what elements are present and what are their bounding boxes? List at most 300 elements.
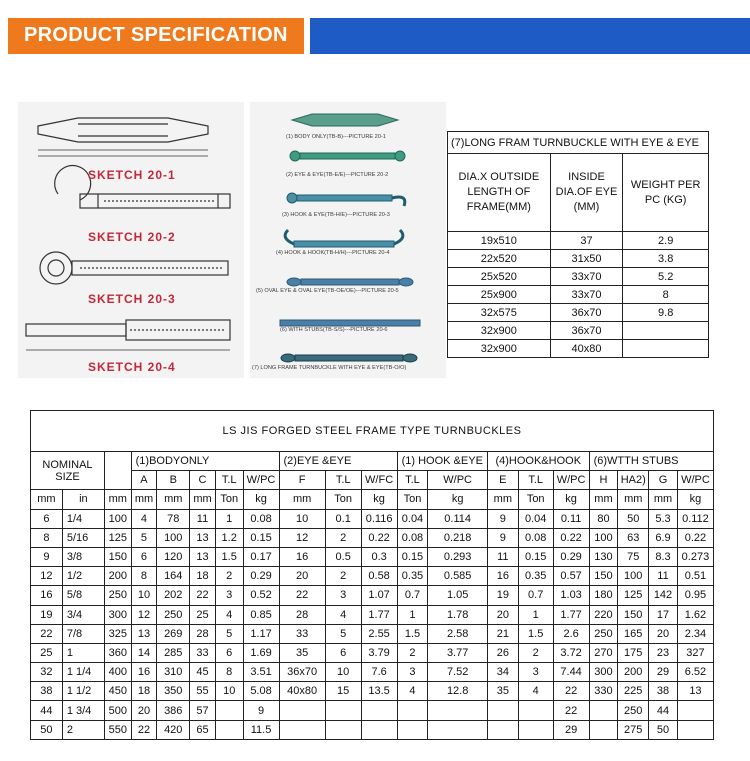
table-cell: 25x520 (448, 268, 551, 286)
banner-orange (8, 18, 304, 54)
table-cell: 1 1/4 (62, 663, 104, 682)
nominal-size-header: NOMINAL SIZE (31, 452, 105, 490)
table-cell: 1.77 (553, 605, 589, 624)
table-body (31, 509, 714, 739)
column-header: W/PC (677, 471, 713, 490)
table-cell (677, 720, 713, 739)
table-cell: 202 (157, 586, 190, 605)
table-cell: 5 (325, 624, 361, 643)
table-cell: 22 (279, 586, 325, 605)
table-cell: 285 (157, 643, 190, 662)
table-cell: 1 (62, 643, 104, 662)
table-cell: 20 (649, 624, 678, 643)
table-row (448, 322, 709, 340)
table-cell: 32 (31, 663, 63, 682)
table-cell: 12 (279, 528, 325, 547)
picture-label: (2) EYE & EYE(TB-E/E)---PICTURE 20-2 (286, 172, 389, 178)
table-cell: 50 (31, 720, 63, 739)
table-cell: 5 (215, 624, 243, 643)
table-cell: 78 (157, 509, 190, 528)
table-cell: 0.7 (397, 586, 428, 605)
table-cell: 31x50 (550, 250, 623, 268)
table-cell: 0.7 (518, 586, 553, 605)
table-cell: 5.08 (243, 682, 279, 701)
sketch-20-4-drawing (26, 320, 230, 350)
table-row (31, 567, 714, 586)
table-cell: 550 (104, 720, 131, 739)
table-cell: 5.3 (649, 509, 678, 528)
long-frame-table (447, 131, 709, 358)
table-cell: 2.58 (428, 624, 488, 643)
table-cell: 1.07 (361, 586, 397, 605)
picture-panel (250, 102, 446, 378)
table-cell: 0.95 (677, 586, 713, 605)
table-cell: 0.04 (397, 509, 428, 528)
table-cell: 1.69 (243, 643, 279, 662)
table-cell: 16 (279, 547, 325, 566)
column-header: INSIDE DIA.OF EYE (MM) (550, 154, 623, 232)
table-cell (361, 720, 397, 739)
table-cell: 13 (677, 682, 713, 701)
table-cell: 0.15 (243, 528, 279, 547)
picture-label: (6) WITH STUBS(TB-S/S)---PICTURE 20-6 (280, 327, 388, 333)
table-cell: 0.22 (677, 528, 713, 547)
table-cell: 130 (589, 547, 618, 566)
sketch-label: SKETCH 20-1 (88, 168, 176, 182)
table-cell: 250 (104, 586, 131, 605)
table-cell: 6.52 (677, 663, 713, 682)
table-cell: 0.17 (243, 547, 279, 566)
table-cell: 3 (325, 586, 361, 605)
column-header: W/PC (243, 471, 279, 490)
table-cell: 63 (618, 528, 649, 547)
units-row (31, 490, 714, 509)
table-cell: 180 (589, 586, 618, 605)
unit-header: mm (31, 490, 63, 509)
column-header: H (589, 471, 618, 490)
group-header: (2)EYE &EYE (279, 452, 397, 471)
table-cell: 1.5 (397, 624, 428, 643)
table-cell: 165 (618, 624, 649, 643)
table-row (448, 232, 709, 250)
table-cell: 7.52 (428, 663, 488, 682)
unit-header: Ton (215, 490, 243, 509)
table-cell (518, 720, 553, 739)
table-cell: 175 (618, 643, 649, 662)
table-cell: 19x510 (448, 232, 551, 250)
table-cell: 2 (518, 643, 553, 662)
table-cell: 250 (157, 605, 190, 624)
table-cell: 40x80 (550, 340, 623, 358)
table-cell: 9 (31, 547, 63, 566)
table-cell: 3.8 (623, 250, 709, 268)
picture-20-6 (280, 320, 420, 326)
unit-header: mm (104, 490, 131, 509)
table-cell: 13.5 (361, 682, 397, 701)
unit-header: kg (361, 490, 397, 509)
sub-header-row (31, 471, 714, 490)
table-cell: 0.218 (428, 528, 488, 547)
table-cell: 7.6 (361, 663, 397, 682)
table-cell: 11 (487, 547, 518, 566)
column-header: T.L (518, 471, 553, 490)
unit-header: Ton (397, 490, 428, 509)
table-cell: 28 (190, 624, 216, 643)
column-header: W/FC (361, 471, 397, 490)
table-cell: 0.112 (677, 509, 713, 528)
table-cell (279, 701, 325, 720)
table-cell: 125 (618, 586, 649, 605)
table-cell: 36x70 (550, 322, 623, 340)
table-cell: 20 (487, 605, 518, 624)
table-cell (397, 701, 428, 720)
table-row (448, 340, 709, 358)
table-cell: 3/8 (62, 547, 104, 566)
table-cell: 34 (487, 663, 518, 682)
table-cell: 1.5 (215, 547, 243, 566)
unit-header: mm (279, 490, 325, 509)
table-cell: 0.5 (325, 547, 361, 566)
table-cell: 300 (589, 663, 618, 682)
table-cell: 12 (31, 567, 63, 586)
table-row (31, 605, 714, 624)
table-cell: 33x70 (550, 268, 623, 286)
column-header: E (487, 471, 518, 490)
table-cell: 2 (62, 720, 104, 739)
table-cell: 36x70 (279, 663, 325, 682)
sketch-20-1-drawing (38, 118, 208, 156)
table-cell: 22x520 (448, 250, 551, 268)
table-cell: 22 (31, 624, 63, 643)
table-cell: 6 (31, 509, 63, 528)
table-cell: 1.77 (361, 605, 397, 624)
table-cell: 0.52 (243, 586, 279, 605)
table-cell: 0.08 (397, 528, 428, 547)
table-cell: 29 (553, 720, 589, 739)
sketch-label: SKETCH 20-2 (88, 230, 176, 244)
table-cell: 275 (618, 720, 649, 739)
table-row (31, 663, 714, 682)
table-cell: 29 (649, 663, 678, 682)
table-cell: 300 (104, 605, 131, 624)
table-cell: 4 (131, 509, 157, 528)
table-cell: 16 (131, 663, 157, 682)
column-header: G (649, 471, 678, 490)
table-cell: 11 (190, 509, 216, 528)
picture-20-4 (285, 230, 403, 247)
table-cell: 22 (131, 720, 157, 739)
table-cell: 142 (649, 586, 678, 605)
table-cell: 0.29 (243, 567, 279, 586)
table-cell (325, 720, 361, 739)
table-cell: 164 (157, 567, 190, 586)
table-cell (487, 720, 518, 739)
table-cell: 120 (157, 547, 190, 566)
table-cell: 40x80 (279, 682, 325, 701)
column-header: DIA.X OUTSIDE LENGTH OF FRAME(MM) (448, 154, 551, 232)
group-header: (1)BODYONLY (131, 452, 279, 471)
table-cell: 2.55 (361, 624, 397, 643)
table-cell: 100 (618, 567, 649, 586)
picture-20-5 (287, 278, 413, 286)
unit-header: kg (243, 490, 279, 509)
table-cell: 0.293 (428, 547, 488, 566)
table-cell: 0.15 (518, 547, 553, 566)
table-cell: 4 (325, 605, 361, 624)
table-cell: 23 (649, 643, 678, 662)
column-header: F (279, 471, 325, 490)
table-cell (215, 720, 243, 739)
table-cell: 32x575 (448, 304, 551, 322)
table-cell: 100 (589, 528, 618, 547)
table-title: LS JIS FORGED STEEL FRAME TYPE TURNBUCKLES (31, 411, 714, 452)
table-cell: 386 (157, 701, 190, 720)
table-cell (325, 701, 361, 720)
table-cell: 0.11 (553, 509, 589, 528)
table-cell: 2 (215, 567, 243, 586)
table-cell: 80 (589, 509, 618, 528)
table-cell: 3.72 (553, 643, 589, 662)
table-cell: 35 (487, 682, 518, 701)
table-cell: 0.08 (243, 509, 279, 528)
column-header: C (190, 471, 216, 490)
table-cell: 100 (157, 528, 190, 547)
table-cell: 1/4 (62, 509, 104, 528)
table-cell: 55 (190, 682, 216, 701)
table-cell: 0.585 (428, 567, 488, 586)
column-header: W/PC (553, 471, 589, 490)
picture-label: (3) HOOK & EYE(TB-H/E)---PICTURE 20-3 (282, 212, 390, 218)
table-cell: 2.9 (623, 232, 709, 250)
table-cell: 22 (553, 682, 589, 701)
table-cell: 0.04 (518, 509, 553, 528)
table-cell: 8 (623, 286, 709, 304)
unit-header: mm (131, 490, 157, 509)
table-cell: 36x70 (550, 304, 623, 322)
table-cell: 450 (104, 682, 131, 701)
table-cell: 11 (649, 567, 678, 586)
table-cell: 50 (618, 509, 649, 528)
table-cell: 14 (131, 643, 157, 662)
table-cell: 269 (157, 624, 190, 643)
table-cell: 200 (104, 567, 131, 586)
unit-header: mm (589, 490, 618, 509)
table-cell: 0.35 (518, 567, 553, 586)
sketch-label: SKETCH 20-3 (88, 292, 176, 306)
table-cell: 8 (131, 567, 157, 586)
table-cell: 32x900 (448, 322, 551, 340)
table-cell: 13 (190, 528, 216, 547)
unit-header: mm (618, 490, 649, 509)
banner-blue (310, 18, 750, 54)
table-cell: 220 (589, 605, 618, 624)
table-cell: 0.114 (428, 509, 488, 528)
table-cell: 15 (325, 682, 361, 701)
table-cell: 1.62 (677, 605, 713, 624)
picture-20-2 (290, 151, 405, 161)
table-cell: 1/2 (62, 567, 104, 586)
table-cell: 1.78 (428, 605, 488, 624)
table-cell (518, 701, 553, 720)
table-cell (215, 701, 243, 720)
table-row (31, 643, 714, 662)
table-cell: 1.17 (243, 624, 279, 643)
table-cell: 6 (215, 643, 243, 662)
table-cell: 38 (649, 682, 678, 701)
table-cell: 360 (104, 643, 131, 662)
unit-header: mm (190, 490, 216, 509)
table-cell: 12.8 (428, 682, 488, 701)
sketch-label: SKETCH 20-4 (88, 360, 176, 374)
table-cell: 3.51 (243, 663, 279, 682)
table-cell: 18 (131, 682, 157, 701)
table-cell: 327 (677, 643, 713, 662)
table-cell: 65 (190, 720, 216, 739)
table-cell: 1 (215, 509, 243, 528)
table-cell: 22 (190, 586, 216, 605)
table-cell: 3 (215, 586, 243, 605)
table-cell: 0.58 (361, 567, 397, 586)
table-cell: 150 (104, 547, 131, 566)
column-header: W/PC (428, 471, 488, 490)
table-cell: 2.34 (677, 624, 713, 643)
table-cell: 44 (31, 701, 63, 720)
table-cell: 7.44 (553, 663, 589, 682)
table-cell: 2 (397, 643, 428, 662)
table-cell: 0.22 (361, 528, 397, 547)
table-cell (361, 701, 397, 720)
table-cell: 13 (131, 624, 157, 643)
table-cell: 37 (550, 232, 623, 250)
table-cell: 20 (279, 567, 325, 586)
group-header: (4)HOOK&HOOK (487, 452, 589, 471)
table-cell: 1 (397, 605, 428, 624)
sketch-20-3-drawing (40, 252, 228, 284)
table-cell: 420 (157, 720, 190, 739)
table-cell (279, 720, 325, 739)
table-cell: 0.57 (553, 567, 589, 586)
table-cell: 10 (325, 663, 361, 682)
table-cell: 0.51 (677, 567, 713, 586)
table-cell: 13 (190, 547, 216, 566)
column-header: A (131, 471, 157, 490)
table-cell (428, 720, 488, 739)
sketch-panel (18, 102, 244, 378)
product-pictures (250, 102, 446, 378)
table-cell: 5 (131, 528, 157, 547)
group-header: (1) HOOK &EYE (397, 452, 487, 471)
table-cell: 150 (589, 567, 618, 586)
picture-label: (1) BODY ONLY(TB-B)---PICTURE 20-1 (286, 134, 386, 140)
unit-header: kg (553, 490, 589, 509)
table-cell: 0.22 (553, 528, 589, 547)
table-cell: 17 (649, 605, 678, 624)
turnbuckle-table (30, 410, 714, 740)
table-cell: 10 (215, 682, 243, 701)
table-cell: 10 (131, 586, 157, 605)
table-cell: 4 (397, 682, 428, 701)
table-cell: 75 (618, 547, 649, 566)
table-cell: 0.116 (361, 509, 397, 528)
unit-header: mm (157, 490, 190, 509)
table-cell: 33 (190, 643, 216, 662)
table-cell: 3 (397, 663, 428, 682)
table-cell (428, 701, 488, 720)
table-row (31, 528, 714, 547)
table-cell: 33 (279, 624, 325, 643)
table-cell: 16 (487, 567, 518, 586)
table-cell: 57 (190, 701, 216, 720)
table-cell: 325 (104, 624, 131, 643)
table-row (31, 720, 714, 739)
picture-label: (7) LONG FRAME TURNBUCKLE WITH EYE & EYE(TB-O/O) (252, 365, 407, 371)
unit-header: kg (428, 490, 488, 509)
picture-label: (5) OVAL EYE & OVAL EYE(TB-OE/OE)---PICTURE 20-5 (256, 288, 399, 294)
table-cell: 4 (518, 682, 553, 701)
table-cell: 3 (518, 663, 553, 682)
table-row (31, 701, 714, 720)
table-cell: 22 (553, 701, 589, 720)
table-cell: 50 (649, 720, 678, 739)
table-cell: 9.8 (623, 304, 709, 322)
table-cell: 19 (31, 605, 63, 624)
unit-header: Ton (518, 490, 553, 509)
column-header: WEIGHT PER PC (KG) (623, 154, 709, 232)
unit-header: in (62, 490, 104, 509)
table-cell: 0.35 (397, 567, 428, 586)
column-header: T.L (397, 471, 428, 490)
table-cell: 6 (131, 547, 157, 566)
table-cell: 10 (279, 509, 325, 528)
table-cell: 32x900 (448, 340, 551, 358)
table-cell: 12 (131, 605, 157, 624)
picture-20-1 (292, 114, 398, 126)
table-row (448, 304, 709, 322)
table-cell: 1 1/2 (62, 682, 104, 701)
table-row (31, 509, 714, 528)
table-cell: 33x70 (550, 286, 623, 304)
table-cell: 25 (190, 605, 216, 624)
table-cell: 270 (589, 643, 618, 662)
table-cell: 38 (31, 682, 63, 701)
picture-20-3 (287, 193, 405, 206)
table-cell: 0.273 (677, 547, 713, 566)
picture-20-7 (281, 354, 417, 362)
table-cell (589, 720, 618, 739)
table-cell: 100 (104, 509, 131, 528)
table-cell: 7/8 (62, 624, 104, 643)
table-cell (623, 340, 709, 358)
column-header: B (157, 471, 190, 490)
table-cell: 35 (279, 643, 325, 662)
table-cell: 1.5 (518, 624, 553, 643)
table-cell: 18 (190, 567, 216, 586)
table-cell: 28 (279, 605, 325, 624)
table-cell: 250 (618, 701, 649, 720)
table-cell: 150 (618, 605, 649, 624)
table-cell (589, 701, 618, 720)
table-cell: 0.1 (325, 509, 361, 528)
table-cell: 5/8 (62, 586, 104, 605)
table-cell: 250 (589, 624, 618, 643)
table-cell (487, 701, 518, 720)
table-body (448, 232, 709, 358)
table-cell: 125 (104, 528, 131, 547)
group-header: (6)WTTH STUBS (589, 452, 713, 471)
table-row (31, 682, 714, 701)
table-cell: 8.3 (649, 547, 678, 566)
table-cell: 500 (104, 701, 131, 720)
